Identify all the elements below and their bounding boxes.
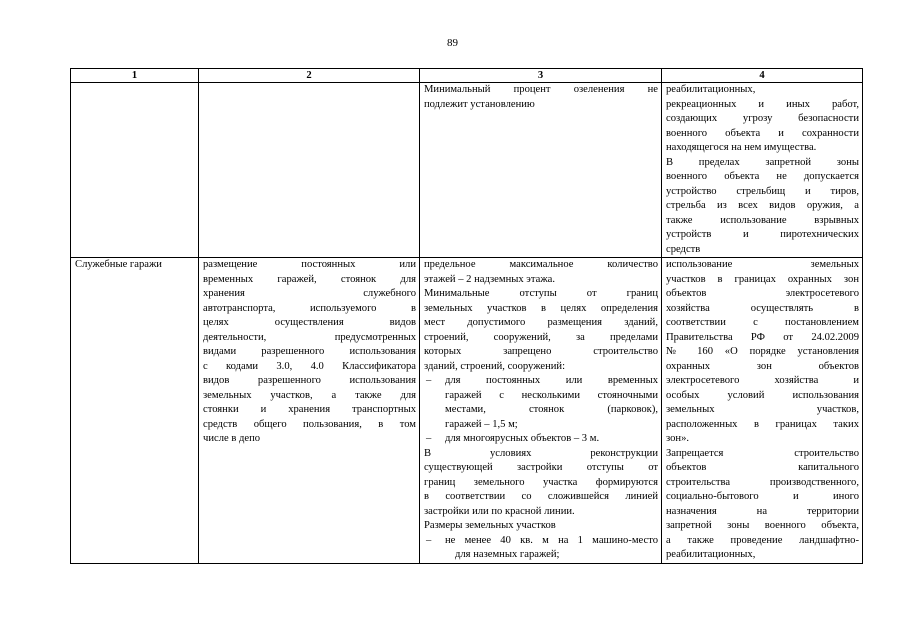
regulations-table: [70, 68, 863, 564]
text-line: использование земельных: [666, 259, 859, 270]
text-line: реабилитационных,: [666, 549, 756, 560]
text-line: целях осуществления видов: [203, 317, 416, 328]
text-line: земельных участков,: [666, 404, 859, 415]
text-line: военного объекта и сохранности: [666, 127, 859, 139]
text-line: для постоянных или временных: [445, 375, 658, 386]
text-line: застройки или по красной линии.: [424, 505, 575, 517]
text-line: расположенных в границах таких: [666, 418, 859, 430]
text-line: деятельности, предусмотренных: [203, 331, 416, 343]
text-line: временных гаражей, стоянок для: [203, 273, 416, 285]
text-line: участков в границах охранных зон: [666, 273, 859, 285]
text-line: для многоярусных объектов – 3 м.: [445, 433, 600, 444]
text-line: особых условий использования: [666, 389, 859, 401]
text-line: средств: [666, 243, 701, 255]
text-line: реабилитационных,: [666, 84, 756, 95]
table-header-row: [71, 69, 863, 83]
text-line: хранения служебного: [203, 288, 416, 299]
text-line: границ земельного участка формируются: [424, 476, 658, 488]
text-line: запретной зоны военного объекта,: [666, 520, 859, 531]
text-line: В пределах запретной зоны: [666, 156, 859, 168]
text-line: хозяйства осуществлять в: [666, 302, 859, 314]
text-line: стрельба из всех видов оружия, а: [666, 200, 859, 211]
dash-marker: –: [426, 375, 432, 386]
text-line: средств общего пользования, в том: [203, 418, 416, 430]
text-line: с кодами 3.0, 4.0 Классификатора: [203, 360, 416, 372]
text-line: существующей застройки отступы от: [424, 462, 658, 473]
text-line: рекреационных и иных работ,: [666, 98, 859, 110]
text-line: гаражей – 1,5 м;: [445, 418, 518, 430]
text-line: земельных участков в целях определения: [424, 302, 658, 314]
cell-use-type: Служебные гаражи: [71, 258, 199, 564]
text-line: предельное максимальное количество: [424, 259, 658, 270]
cell-description: [199, 258, 420, 564]
list-item: [424, 432, 658, 447]
text-line: электросетевого хозяйства и: [666, 375, 859, 386]
text-line: видами разрешенного использования: [203, 346, 416, 357]
text-line: также использование взрывных: [666, 214, 859, 226]
column-header: 4: [662, 69, 863, 83]
text-line: соответствии с постановлением: [666, 317, 859, 328]
text-line: устройство стрельбищ и тиров,: [666, 185, 859, 197]
text-line: Правительства РФ от 24.02.2009: [666, 331, 859, 343]
text-line: гаражей с несколькими стояночными: [445, 389, 658, 401]
text-line: объектов электросетевого: [666, 288, 859, 299]
text-line: военного объекта не допускается: [666, 171, 859, 182]
text-line: Минимальные отступы от границ: [424, 288, 658, 299]
dash-list: [424, 374, 658, 447]
text-line: в соответствии со сложившейся линией: [424, 491, 658, 502]
cell-restrictions: [662, 83, 863, 258]
cell-parameters: [420, 83, 662, 258]
text-line: а также проведение ландшафтно-: [666, 534, 859, 546]
list-item: [424, 534, 658, 563]
cell-parameters: [420, 258, 662, 564]
text-line: социально-бытового и иного: [666, 491, 859, 502]
text-line: назначения на территории: [666, 505, 859, 517]
text-line: местами, стоянок (парковок),: [445, 404, 658, 415]
text-line: размещение постоянных или: [203, 259, 416, 270]
text-line: строительства производственного,: [666, 476, 859, 488]
column-header: 1: [71, 69, 199, 83]
column-header: 3: [420, 69, 662, 83]
text-line: автотранспорта, используемого в: [203, 302, 416, 314]
text-line: устройств и пиротехнических: [666, 229, 859, 240]
text-line: Минимальный процент озеленения не: [424, 84, 658, 95]
dash-marker: –: [426, 534, 432, 546]
column-header: 2: [199, 69, 420, 83]
text-line: числе в депо: [203, 433, 261, 444]
text-line: которых запрещено строительство: [424, 346, 658, 357]
dash-marker: –: [426, 433, 432, 444]
table-row: [71, 83, 863, 258]
text-line: зданий, строений, сооружений:: [424, 360, 566, 372]
text-line: охранных зон объектов: [666, 360, 859, 372]
text-line: создающих угрозу безопасности: [666, 113, 859, 124]
text-line: этажей – 2 надземных этажа.: [424, 273, 555, 285]
dash-list: [424, 534, 658, 563]
text-line: земельных участков, а также для: [203, 389, 416, 401]
text-line: находящегося на нем имущества.: [666, 142, 817, 153]
text-line: В условиях реконструкции: [424, 447, 658, 459]
text-line: строений, сооружений, за пределами: [424, 331, 658, 343]
text-line: Размеры земельных участков: [424, 520, 556, 531]
text-line: мест допустимого размещения зданий,: [424, 317, 658, 328]
cell-use-type: [71, 83, 199, 258]
text-line: стоянки и хранения транспортных: [203, 404, 416, 415]
text-line: не менее 40 кв. м на 1 машино-место: [445, 534, 658, 546]
table-row: [71, 258, 863, 564]
text-line: Запрещается строительство: [666, 447, 859, 459]
text-line: зон».: [666, 433, 690, 444]
page-number: 89: [447, 37, 458, 49]
text-line: видов разрешенного использования: [203, 375, 416, 386]
text-line: объектов капитального: [666, 462, 859, 473]
text-line: подлежит установлению: [424, 98, 535, 110]
list-item: [424, 374, 658, 432]
text-line: для наземных гаражей;: [455, 549, 560, 560]
cell-restrictions: [662, 258, 863, 564]
cell-description: [199, 83, 420, 258]
text-line: № 160 «О порядке установления: [666, 346, 859, 357]
